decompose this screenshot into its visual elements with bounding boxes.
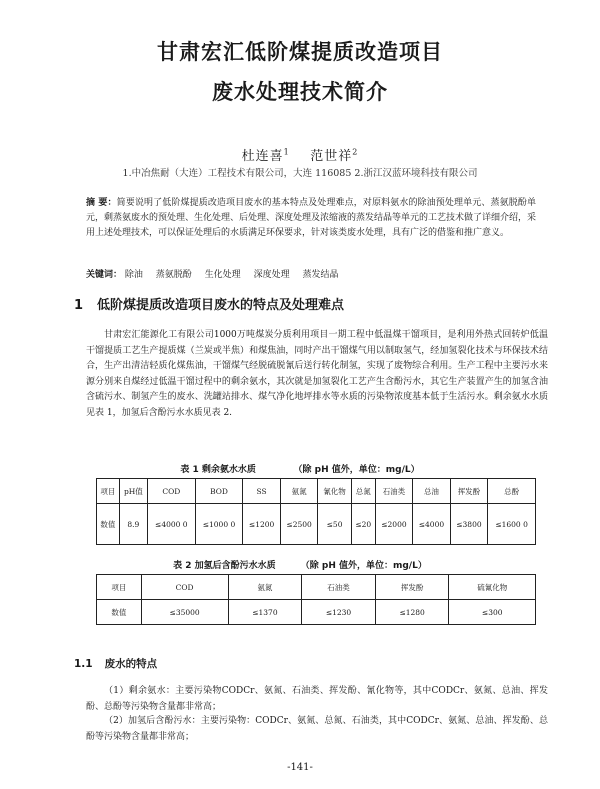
- author-1-affil-mark: 1: [283, 147, 290, 157]
- table-header-cell: SS: [243, 479, 281, 504]
- table-header-cell: 总酚: [488, 479, 536, 504]
- author-2-affil-mark: 2: [352, 147, 359, 157]
- table-header-cell: 氨氮: [228, 575, 302, 600]
- keyword: 生化处理: [204, 270, 241, 280]
- table-cell: ≤20: [351, 504, 375, 545]
- table-header-cell: COD: [147, 479, 195, 504]
- table-header-cell: 总油: [413, 479, 451, 504]
- table-header-cell: 石油类: [375, 479, 413, 504]
- table-2: [96, 574, 536, 625]
- table-cell: ≤1280: [375, 600, 449, 625]
- table-cell: ≤1230: [302, 600, 376, 625]
- table-header-cell: 硫氰化物: [449, 575, 536, 600]
- keyword: 蒸氨脱酚: [155, 270, 192, 280]
- table-row-label: 数值: [97, 504, 120, 545]
- table-2-unit-note: （除 pH 值外，单位：mg/L）: [300, 561, 427, 571]
- authors: [0, 145, 600, 164]
- table-header-cell: 氰化物: [318, 479, 351, 504]
- table-cell: ≤1600 0: [488, 504, 536, 545]
- table-row: [97, 504, 536, 545]
- abstract-text: 简要说明了低阶煤提质改造项目废水的基本特点及处理难点，对原料氨水的除油预处理单元、蒸氨脱酚单元，剩蒸氨废水的预处理、生化处理、后处理、深度处理及浓缩液的蒸发结晶等单元的工艺技术做了详细介绍，采用上述处理技术，可以保证处理后的水质满足环保要求，针对该类废水处理，具有广泛的借鉴和推广意义。: [86, 198, 537, 238]
- affiliation: 1.中冶焦耐（大连）工程技术有限公司，大连 116085 2.浙江汉蓝环境科技有限公司: [122, 168, 478, 179]
- table-header-cell: 氨氮: [280, 479, 318, 504]
- table-1-caption: [0, 462, 600, 475]
- paragraph: （1）剩余氨水：主要污染物CODCr、氨氮、石油类、挥发酚、氰化物等，其中CODCr、氨氮、总油、挥发酚、总酚等污染物含量都非常高；: [86, 686, 548, 712]
- table-cell: ≤1000 0: [195, 504, 243, 545]
- keyword: 除油: [124, 270, 143, 280]
- table-cell: 8.9: [119, 504, 147, 545]
- table-cell: ≤2500: [280, 504, 318, 545]
- intro-paragraph: 甘肃宏汇能源化工有限公司1000万吨煤炭分质利用项目一期工程中低温煤干馏项目，是利用外热式回转炉低温干馏提质工艺生产提质煤（兰炭或半焦）和煤焦油，同时产出干馏煤气用以制取氢气，经加氢裂化技术与环保技术结合，生产出清洁轻质化煤焦油，干馏煤气经脱硫脱氰后送行转化制氢，实现了废物综合利用。生产工程中主要污水来源分别来自煤经过低温干馏过程中的剩余氨水，其次就是加氢裂化工艺产生含酚污水，其它生产装置产生的加氢含油含硫污水、制氢产生的废水、洗罐站排水、煤气净化地坪排水等水质的污染物浓度基本低于生活污水。剩余氨水水质见表 1，加氢后含酚污水水质见表 2.: [86, 330, 548, 418]
- table-cell: ≤300: [449, 600, 536, 625]
- table-1: [96, 478, 536, 545]
- table-header-cell: 项目: [97, 479, 120, 504]
- table-1-unit-note: （除 pH 值外，单位：mg/L）: [293, 465, 420, 475]
- table-cell: ≤1200: [243, 504, 281, 545]
- table-header-cell: 项目: [97, 575, 142, 600]
- table-header-cell: 挥发酚: [450, 479, 488, 504]
- table-header-cell: COD: [141, 575, 228, 600]
- table-header-cell: BOD: [195, 479, 243, 504]
- table-2-caption: [0, 558, 600, 571]
- keywords-label: 关键词：: [86, 270, 123, 280]
- keyword: 深度处理: [253, 270, 290, 280]
- table-1-title: 表 1 剩余氨水水质: [180, 465, 256, 475]
- keyword: 蒸发结晶: [302, 270, 339, 280]
- section-1-1-heading: [74, 656, 157, 671]
- section-title: 低阶煤提质改造项目废水的特点及处理难点: [97, 298, 345, 313]
- table-row-label: 数值: [97, 600, 142, 625]
- abstract: [86, 196, 536, 240]
- table-header-cell: 总氮: [351, 479, 375, 504]
- table-cell: ≤1370: [228, 600, 302, 625]
- table-header-row: [97, 575, 536, 600]
- section-1-heading: [74, 294, 344, 313]
- table-header-cell: 挥发酚: [375, 575, 449, 600]
- table-header-cell: pH值: [119, 479, 147, 504]
- section-title: 废水的特点: [104, 658, 158, 670]
- table-cell: ≤2000: [375, 504, 413, 545]
- table-header-cell: 石油类: [302, 575, 376, 600]
- author-2: 范世祥: [310, 149, 353, 164]
- section-number: 1: [74, 298, 84, 313]
- table-cell: ≤50: [318, 504, 351, 545]
- section-number: 1.1: [74, 658, 93, 670]
- paper-title-line1: 甘肃宏汇低阶煤提质改造项目: [157, 40, 443, 64]
- table-cell: ≤4000 0: [147, 504, 195, 545]
- page-number: -141-: [287, 762, 313, 773]
- table-cell: ≤35000: [141, 600, 228, 625]
- paragraph: （2）加氢后含酚污水：主要污染物：CODCr、氨氮、总氮、石油类，其中CODCr、氨氮、总油、挥发酚、总酚等污染物含量都非常高；: [86, 716, 548, 742]
- author-1: 杜连喜: [241, 149, 284, 164]
- abstract-label: 摘 要：: [86, 198, 117, 208]
- table-row: [97, 600, 536, 625]
- table-cell: ≤3800: [450, 504, 488, 545]
- keywords: [86, 267, 536, 280]
- paper-title-line2: 废水处理技术简介: [212, 80, 388, 104]
- table-cell: ≤4000: [413, 504, 451, 545]
- table-2-title: 表 2 加氢后含酚污水水质: [173, 561, 276, 571]
- table-header-row: [97, 479, 536, 504]
